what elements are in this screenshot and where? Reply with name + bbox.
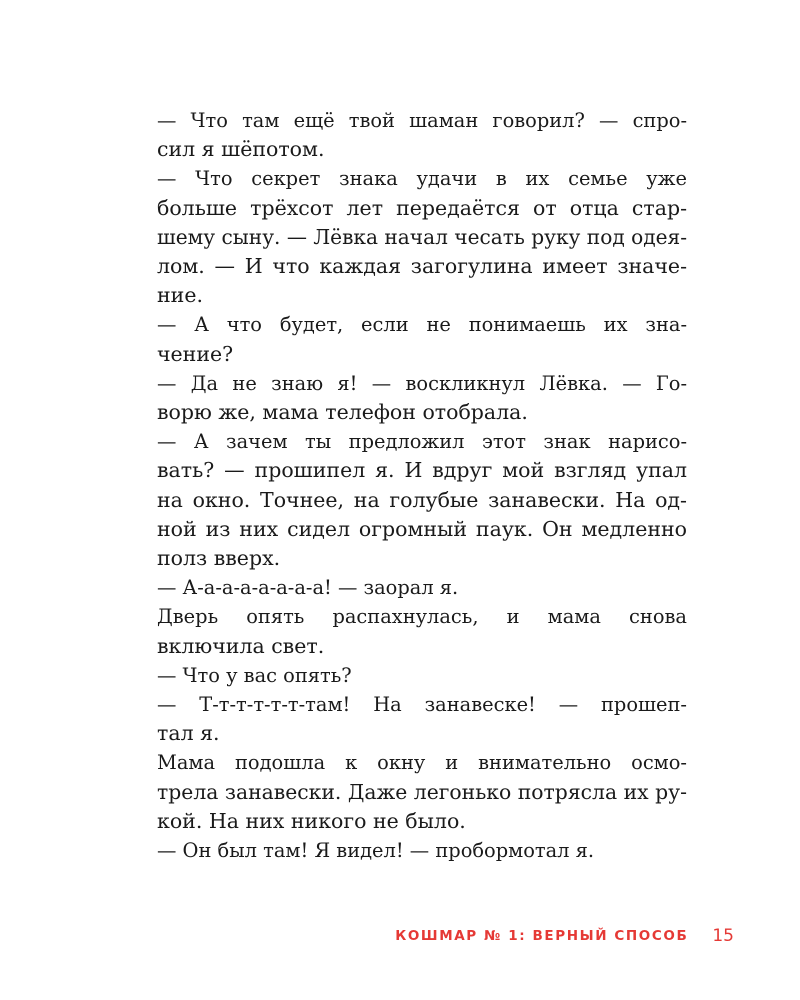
paragraph	[127, 602, 687, 660]
text-line: Дверь опять распахнулась, и мама снова	[157, 605, 687, 629]
paragraph	[127, 427, 687, 573]
paragraph	[127, 661, 687, 690]
text-line: — Т-т-т-т-т-т-там! На занавеске! — прошеп-	[157, 693, 687, 717]
text-line: — Что у вас опять?	[157, 663, 352, 687]
text-line: — Да не знаю я! — воскликнул Лёвка. — Го-	[157, 371, 687, 395]
text-line: на окно. Точнее, на голубые занавески. На од-	[157, 487, 687, 512]
paragraph	[127, 748, 687, 836]
text-line: кой. На них никого не было.	[157, 808, 466, 833]
text-line: чение?	[157, 341, 234, 366]
text-line: трела занавески. Даже легонько потрясла их ру-	[157, 779, 687, 804]
text-line: включила свет.	[157, 633, 325, 658]
page-number: 15	[712, 926, 734, 946]
page-footer	[395, 924, 734, 948]
paragraph	[127, 573, 687, 602]
text-line: ние.	[157, 283, 203, 308]
paragraph	[127, 836, 687, 865]
body-text	[127, 106, 687, 865]
paragraph	[127, 690, 687, 748]
running-head: КОШМАР № 1: ВЕРНЫЙ СПОСОБ	[395, 928, 689, 944]
paragraph	[127, 310, 687, 368]
text-line: Мама подошла к окну и внимательно осмо-	[157, 751, 687, 775]
paragraph	[127, 164, 687, 310]
text-line: — Что секрет знака удачи в их семье уже	[157, 167, 687, 191]
paragraph	[127, 369, 687, 427]
text-line: лом. — И что каждая загогулина имеет значе-	[157, 254, 687, 279]
text-line: шему сыну. — Лёвка начал чесать руку под одея-	[157, 224, 688, 249]
text-line: тал я.	[157, 721, 220, 746]
text-line: полз вверх.	[157, 546, 281, 571]
text-line: — А зачем ты предложил этот знак нарисо-	[157, 430, 687, 454]
paragraph	[127, 106, 687, 164]
text-line: вать? — прошипел я. И вдруг мой взгляд упал	[157, 458, 687, 483]
text-line: — Что там ещё твой шаман говорил? — спро-	[157, 109, 687, 132]
text-line: ворю же, мама телефон отобрала.	[157, 400, 528, 425]
text-line: больше трёхсот лет передаётся от отца стар-	[157, 195, 687, 220]
text-line: — Он был там! Я видел! — пробормотал я.	[157, 839, 595, 863]
text-line: сил я шёпотом.	[157, 137, 325, 162]
text-line: — А что будет, если не понимаешь их зна-	[157, 313, 687, 337]
text-line: ной из них сидел огромный паук. Он медленно	[157, 516, 687, 541]
text-line: — А-а-а-а-а-а-а-а! — заорал я.	[157, 576, 459, 600]
